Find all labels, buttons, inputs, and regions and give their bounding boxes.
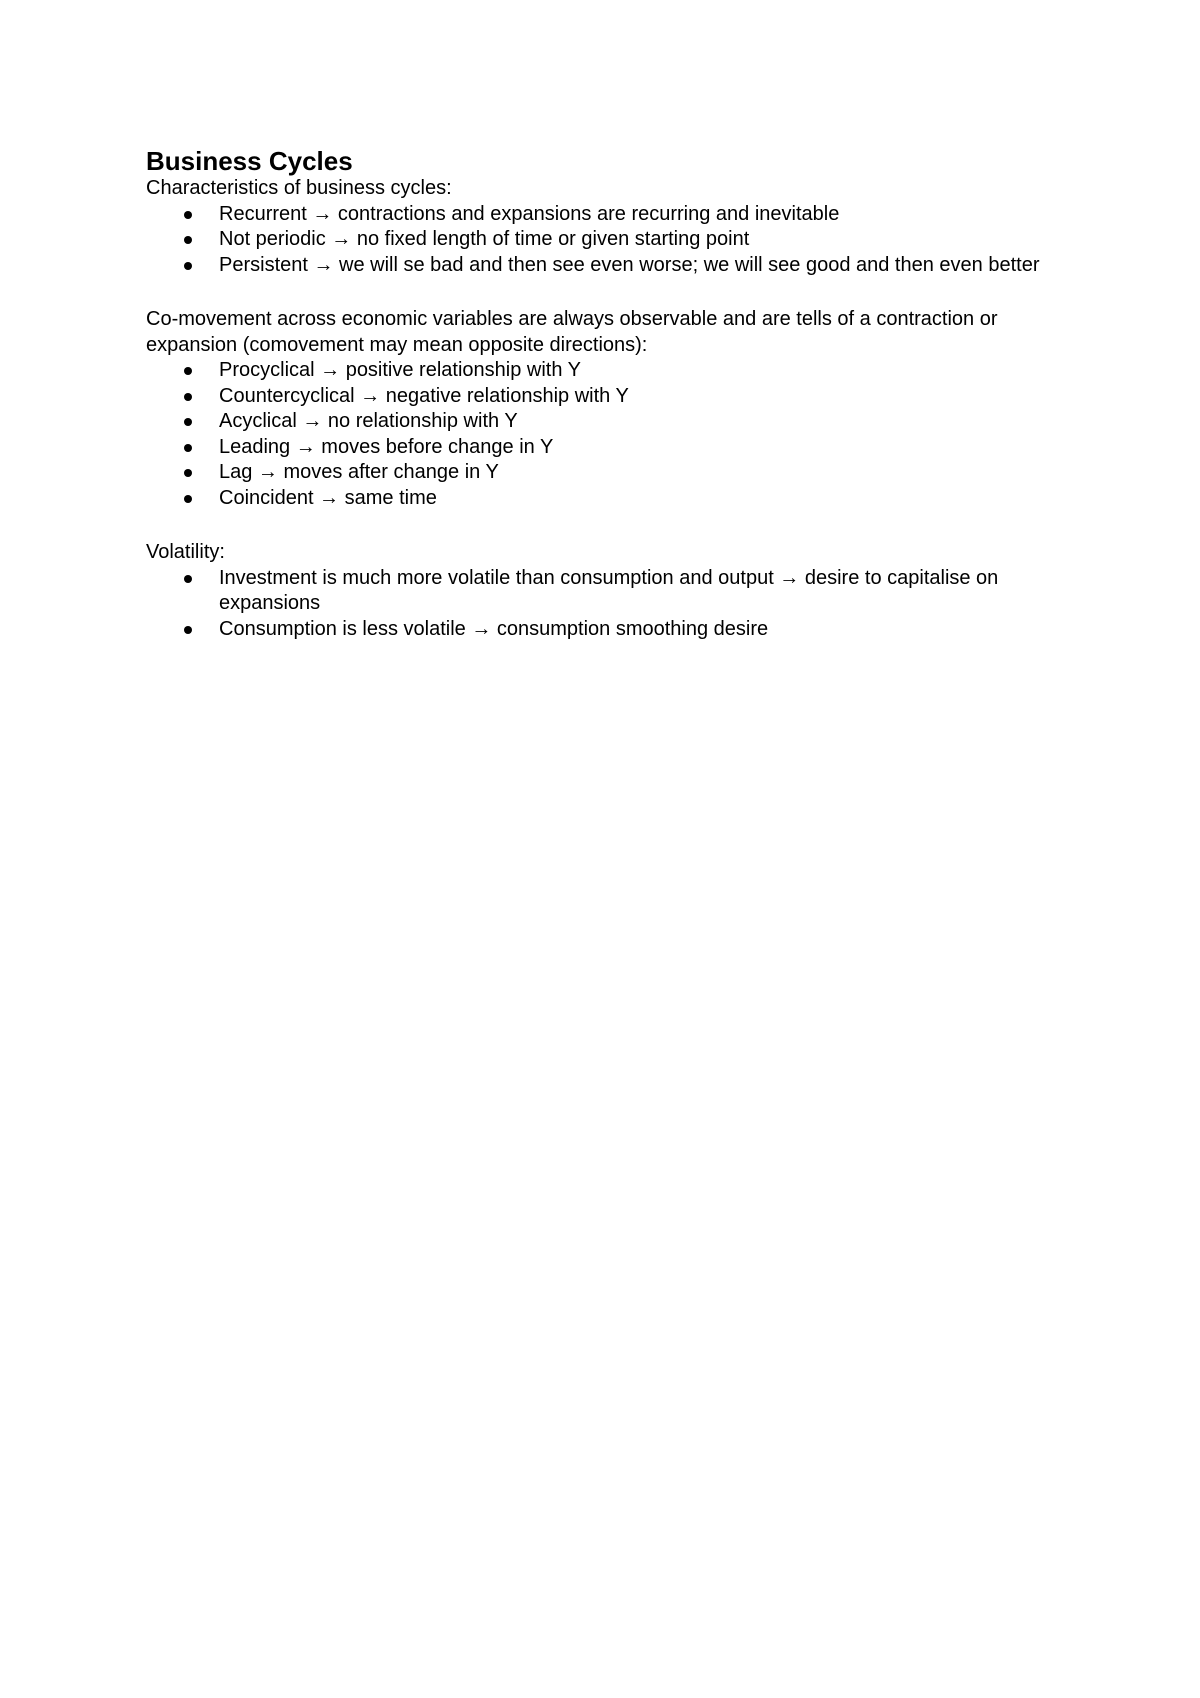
bullet-icon — [184, 495, 192, 503]
comovement-list — [146, 358, 1076, 511]
list-item — [146, 566, 1076, 617]
bullet-icon — [184, 236, 192, 244]
bullet-icon — [184, 367, 192, 375]
list-item — [146, 358, 1076, 384]
list-item — [146, 409, 1076, 435]
bullet-icon — [184, 418, 192, 426]
list-item-text: Coincident → same time — [219, 486, 437, 509]
list-item-text: Lag → moves after change in Y — [219, 461, 499, 483]
section-intro-characteristics: Characteristics of business cycles: — [146, 177, 452, 199]
list-item-text: Consumption is less volatile → consumption smoothing desire — [219, 617, 769, 640]
list-item-text: Countercyclical → negative relationship with Y — [219, 384, 629, 407]
list-item-text: Persistent → we will se bad and then see even worse; we will see good and then even better — [219, 253, 1040, 276]
bullet-icon — [184, 262, 192, 270]
list-item — [146, 617, 1076, 643]
bullet-icon — [184, 626, 192, 634]
characteristics-list — [146, 202, 1076, 279]
section-intro-comovement: Co-movement across economic variables are always observable and are tells of a contraction or expansion (comovement may mean opposite directions): — [146, 308, 998, 356]
volatility-list — [146, 566, 1076, 643]
list-item-text: Leading → moves before change in Y — [219, 435, 554, 458]
list-item — [146, 202, 1076, 228]
list-item — [146, 435, 1076, 461]
list-item-text: Not periodic → no fixed length of time or given starting point — [219, 228, 750, 250]
list-item — [146, 384, 1076, 410]
list-item — [146, 460, 1076, 486]
list-item — [146, 227, 1076, 253]
bullet-icon — [184, 444, 192, 452]
bullet-icon — [184, 393, 192, 401]
document-page — [146, 146, 1076, 642]
bullet-icon — [184, 469, 192, 477]
list-item-text: Investment is much more volatile than consumption and output → desire to capitalise on expansions — [219, 566, 999, 614]
list-item-text: Procyclical → positive relationship with Y — [219, 359, 582, 381]
list-item — [146, 253, 1076, 279]
section-intro-volatility: Volatility: — [146, 541, 225, 563]
list-item-text: Recurrent → contractions and expansions are recurring and inevitable — [219, 202, 840, 225]
bullet-icon — [184, 211, 192, 219]
list-item-text: Acyclical → no relationship with Y — [219, 410, 518, 432]
list-item — [146, 486, 1076, 512]
bullet-icon — [184, 575, 192, 583]
paragraph-spacer — [146, 511, 1076, 540]
document-title: Business Cycles — [146, 146, 353, 176]
paragraph-spacer — [146, 278, 1076, 307]
